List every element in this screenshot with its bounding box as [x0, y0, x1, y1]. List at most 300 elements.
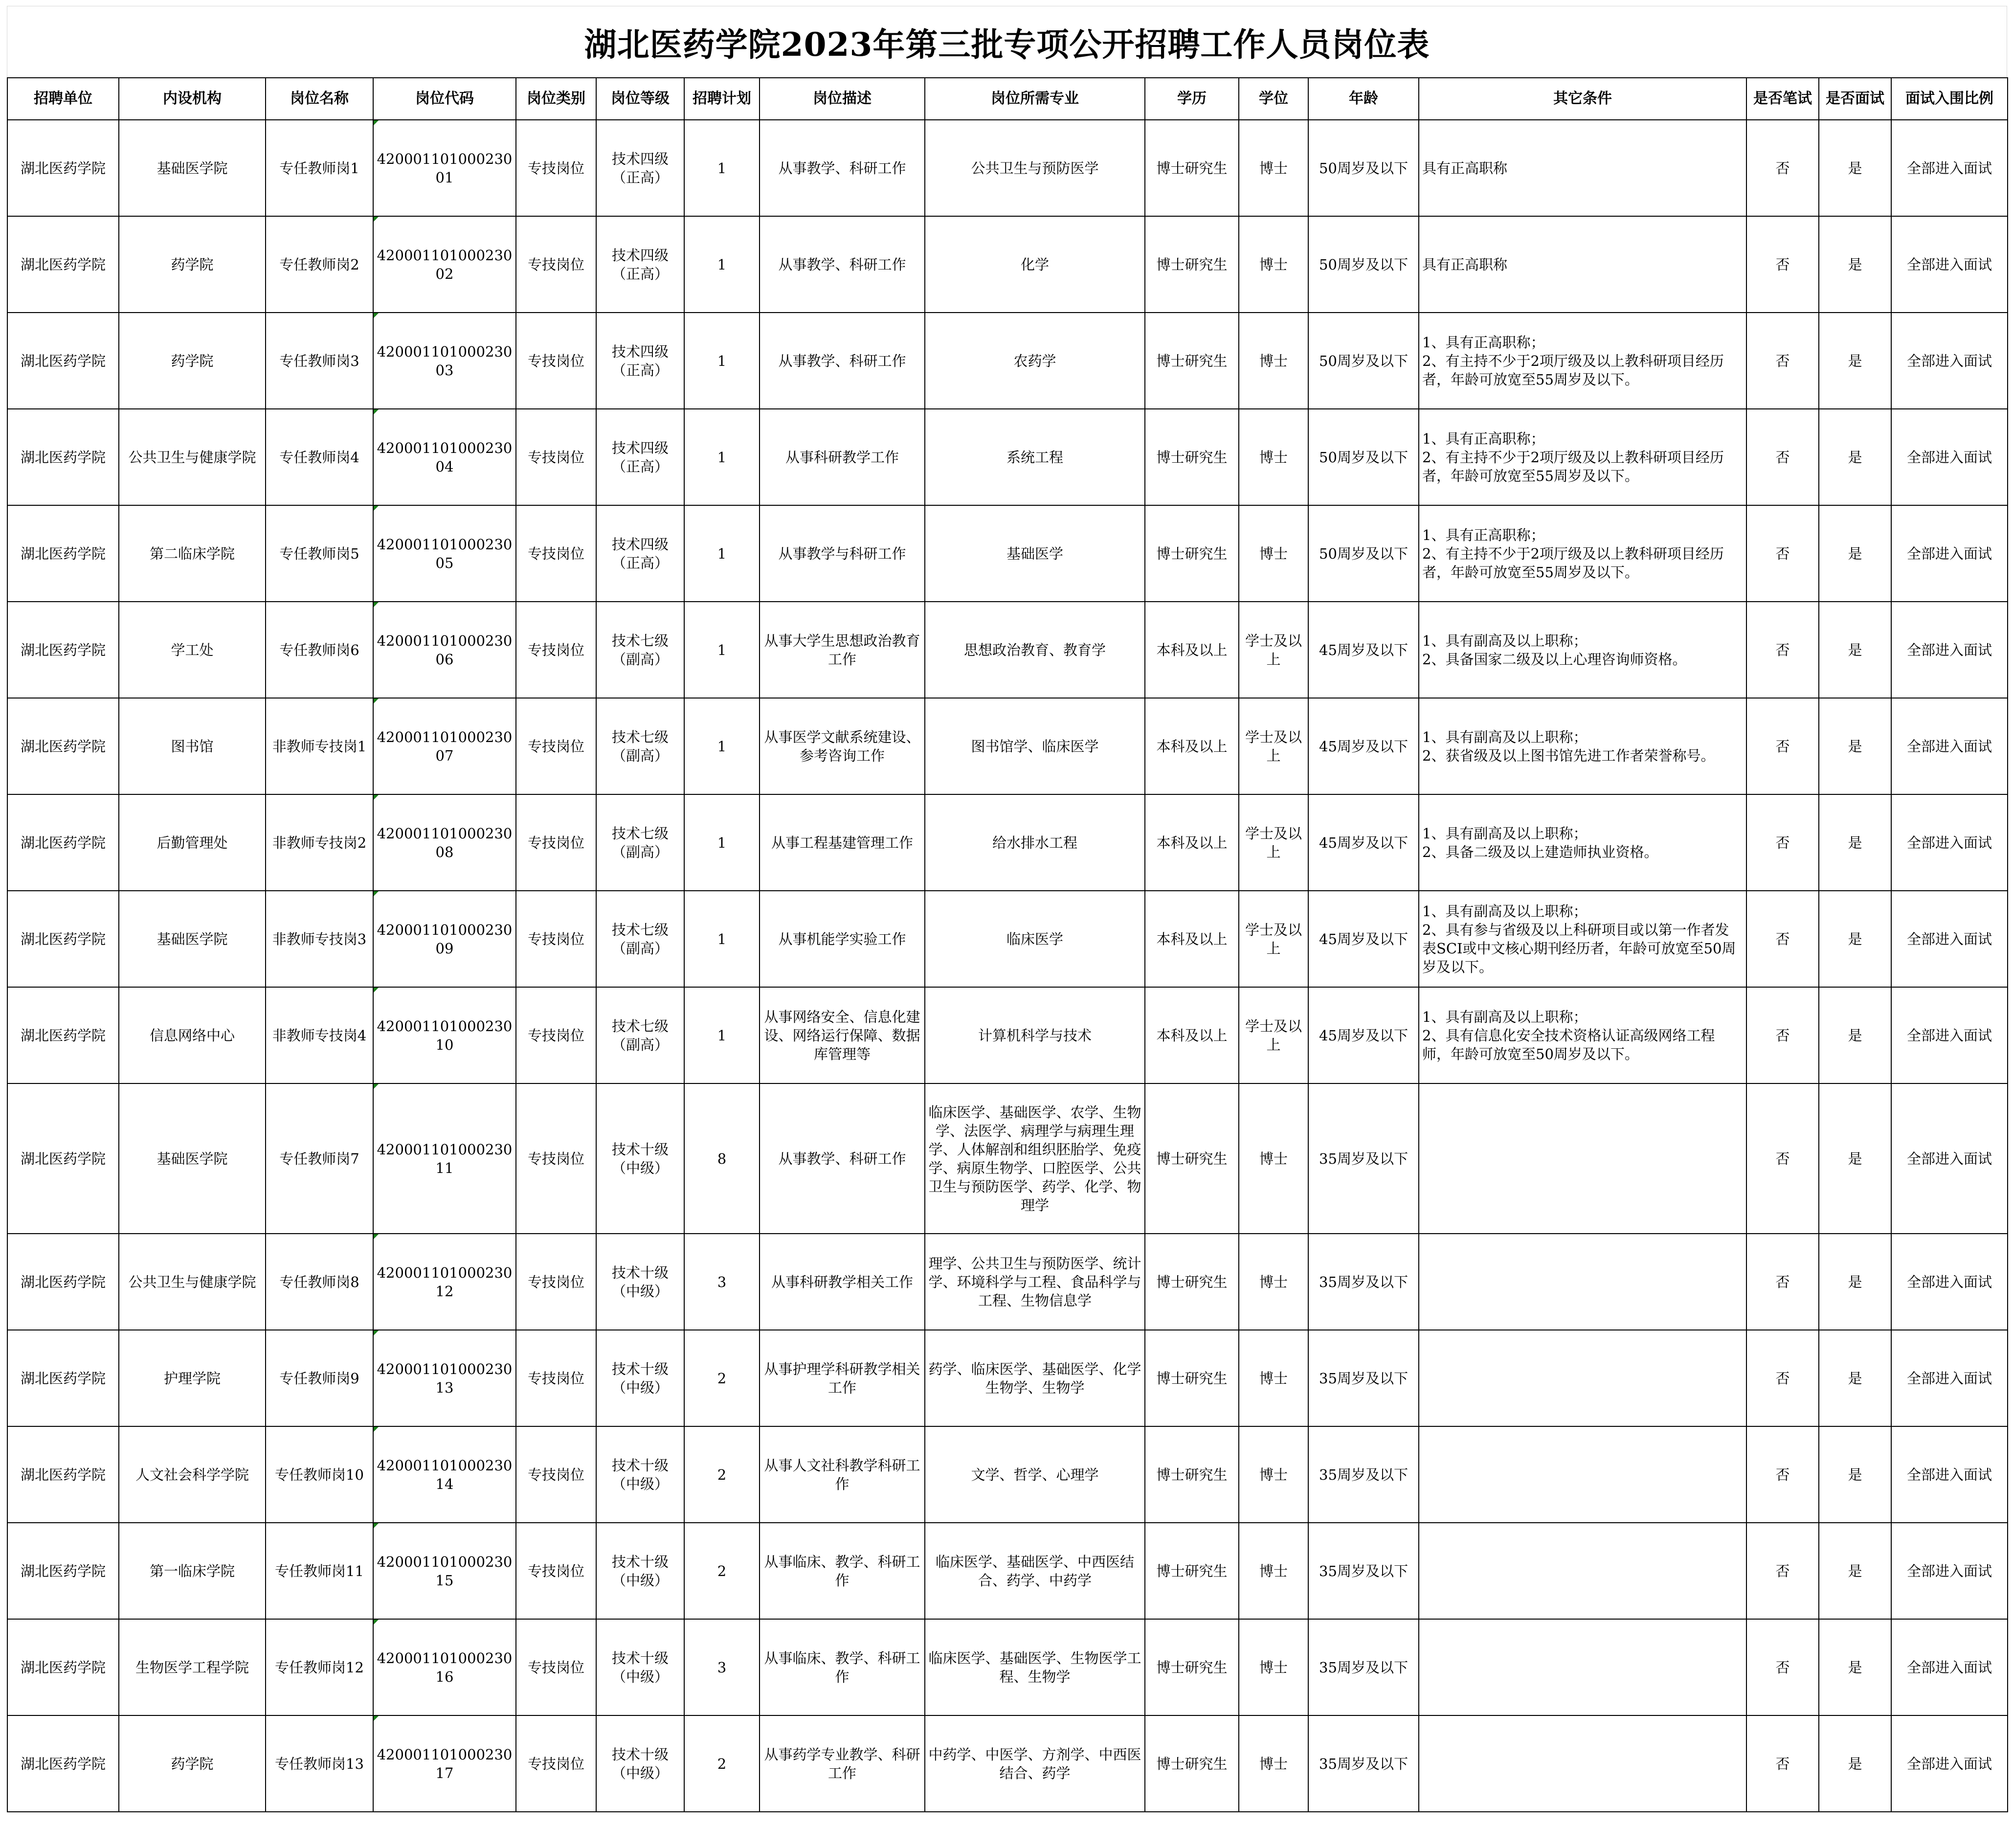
cell-desc: 从事工程基建管理工作 [760, 794, 925, 891]
cell-education: 博士研究生 [1145, 1523, 1239, 1619]
cell-code: 42000110100023010 [373, 987, 516, 1083]
cell-other: 1、具有副高及以上职称； 2、具备二级及以上建造师执业资格。 [1419, 794, 1746, 891]
cell-age: 35周岁及以下 [1308, 1523, 1419, 1619]
cell-unit: 湖北医药学院 [7, 1715, 119, 1812]
cell-interview: 是 [1819, 1715, 1891, 1812]
cell-degree: 学士及以上 [1239, 602, 1308, 698]
cell-education: 博士研究生 [1145, 1330, 1239, 1426]
cell-ratio: 全部进入面试 [1891, 1234, 2008, 1330]
cell-desc: 从事科研教学工作 [760, 409, 925, 505]
cell-code: 42000110100023001 [373, 120, 516, 216]
cell-desc: 从事临床、教学、科研工作 [760, 1523, 925, 1619]
cell-dept: 图书馆 [119, 698, 266, 794]
cell-degree: 学士及以上 [1239, 794, 1308, 891]
cell-unit: 湖北医药学院 [7, 216, 119, 313]
cell-code: 42000110100023015 [373, 1523, 516, 1619]
cell-plan: 1 [684, 794, 760, 891]
cell-code: 42000110100023012 [373, 1234, 516, 1330]
cell-unit: 湖北医药学院 [7, 1234, 119, 1330]
cell-interview: 是 [1819, 1083, 1891, 1234]
cell-interview: 是 [1819, 216, 1891, 313]
cell-major: 文学、哲学、心理学 [925, 1426, 1145, 1523]
cell-plan: 1 [684, 698, 760, 794]
cell-written: 否 [1746, 409, 1819, 505]
cell-category: 专技岗位 [516, 1330, 596, 1426]
cell-ratio: 全部进入面试 [1891, 1523, 2008, 1619]
cell-major: 临床医学、基础医学、农学、生物学、法医学、病理学与病理生理学、人体解剖和组织胚胎学、免疫学、病原生物学、口腔医学、公共卫生与预防医学、药学、化学、物理学 [925, 1083, 1145, 1234]
cell-dept: 药学院 [119, 1715, 266, 1812]
cell-written: 否 [1746, 216, 1819, 313]
positions-table [7, 77, 2008, 1812]
cell-interview: 是 [1819, 1426, 1891, 1523]
table-row [7, 987, 2008, 1083]
cell-education: 博士研究生 [1145, 313, 1239, 409]
cell-major: 化学 [925, 216, 1145, 313]
cell-desc: 从事教学、科研工作 [760, 1083, 925, 1234]
cell-plan: 1 [684, 891, 760, 987]
cell-interview: 是 [1819, 409, 1891, 505]
cell-plan: 2 [684, 1330, 760, 1426]
cell-education: 本科及以上 [1145, 987, 1239, 1083]
cell-degree: 学士及以上 [1239, 987, 1308, 1083]
cell-plan: 1 [684, 409, 760, 505]
cell-dept: 公共卫生与健康学院 [119, 409, 266, 505]
table-row [7, 505, 2008, 602]
cell-code: 42000110100023006 [373, 602, 516, 698]
cell-level: 技术十级 （中级） [596, 1715, 684, 1812]
cell-code: 42000110100023005 [373, 505, 516, 602]
cell-post: 专任教师岗2 [266, 216, 373, 313]
cell-plan: 1 [684, 313, 760, 409]
cell-education: 博士研究生 [1145, 1083, 1239, 1234]
cell-desc: 从事网络安全、信息化建设、网络运行保障、数据库管理等 [760, 987, 925, 1083]
cell-education: 博士研究生 [1145, 1234, 1239, 1330]
cell-education: 本科及以上 [1145, 794, 1239, 891]
cell-post: 专任教师岗11 [266, 1523, 373, 1619]
col-header-code: 岗位代码 [373, 78, 516, 120]
cell-code: 42000110100023009 [373, 891, 516, 987]
cell-written: 否 [1746, 794, 1819, 891]
cell-plan: 2 [684, 1426, 760, 1523]
cell-other [1419, 1330, 1746, 1426]
cell-category: 专技岗位 [516, 698, 596, 794]
cell-code: 42000110100023014 [373, 1426, 516, 1523]
cell-post: 专任教师岗5 [266, 505, 373, 602]
cell-other [1419, 1234, 1746, 1330]
cell-dept: 药学院 [119, 313, 266, 409]
cell-category: 专技岗位 [516, 1619, 596, 1715]
cell-age: 35周岁及以下 [1308, 1715, 1419, 1812]
cell-other: 具有正高职称 [1419, 216, 1746, 313]
cell-desc: 从事大学生思想政治教育工作 [760, 602, 925, 698]
cell-interview: 是 [1819, 120, 1891, 216]
cell-dept: 后勤管理处 [119, 794, 266, 891]
table-row [7, 1234, 2008, 1330]
cell-unit: 湖北医药学院 [7, 313, 119, 409]
cell-written: 否 [1746, 120, 1819, 216]
cell-category: 专技岗位 [516, 987, 596, 1083]
cell-level: 技术七级 （副高） [596, 891, 684, 987]
cell-level: 技术四级 （正高） [596, 505, 684, 602]
cell-post: 非教师专技岗3 [266, 891, 373, 987]
col-header-unit: 招聘单位 [7, 78, 119, 120]
table-row [7, 409, 2008, 505]
cell-degree: 学士及以上 [1239, 891, 1308, 987]
cell-age: 45周岁及以下 [1308, 891, 1419, 987]
cell-written: 否 [1746, 1234, 1819, 1330]
cell-ratio: 全部进入面试 [1891, 1330, 2008, 1426]
cell-dept: 护理学院 [119, 1330, 266, 1426]
cell-unit: 湖北医药学院 [7, 698, 119, 794]
cell-degree: 博士 [1239, 313, 1308, 409]
cell-post: 专任教师岗6 [266, 602, 373, 698]
cell-dept: 第一临床学院 [119, 1523, 266, 1619]
cell-unit: 湖北医药学院 [7, 1619, 119, 1715]
col-header-other: 其它条件 [1419, 78, 1746, 120]
cell-plan: 2 [684, 1523, 760, 1619]
cell-ratio: 全部进入面试 [1891, 216, 2008, 313]
cell-plan: 1 [684, 602, 760, 698]
cell-post: 专任教师岗3 [266, 313, 373, 409]
cell-unit: 湖北医药学院 [7, 794, 119, 891]
cell-education: 博士研究生 [1145, 505, 1239, 602]
cell-desc: 从事教学、科研工作 [760, 313, 925, 409]
table-row [7, 1426, 2008, 1523]
cell-other [1419, 1426, 1746, 1523]
cell-major: 图书馆学、临床医学 [925, 698, 1145, 794]
cell-interview: 是 [1819, 1619, 1891, 1715]
cell-post: 专任教师岗13 [266, 1715, 373, 1812]
cell-age: 50周岁及以下 [1308, 505, 1419, 602]
cell-plan: 1 [684, 120, 760, 216]
cell-level: 技术四级 （正高） [596, 120, 684, 216]
cell-other: 1、具有副高及以上职称； 2、具有参与省级及以上科研项目或以第一作者发表SCI或中文核心期刊经历者，年龄可放宽至50周岁及以下。 [1419, 891, 1746, 987]
cell-degree: 博士 [1239, 1083, 1308, 1234]
cell-code: 42000110100023002 [373, 216, 516, 313]
cell-desc: 从事教学、科研工作 [760, 120, 925, 216]
cell-level: 技术十级 （中级） [596, 1523, 684, 1619]
cell-education: 博士研究生 [1145, 216, 1239, 313]
cell-other: 1、具有副高及以上职称； 2、获省级及以上图书馆先进工作者荣誉称号。 [1419, 698, 1746, 794]
cell-code: 42000110100023011 [373, 1083, 516, 1234]
table-row [7, 1330, 2008, 1426]
cell-degree: 博士 [1239, 505, 1308, 602]
col-header-written: 是否笔试 [1746, 78, 1819, 120]
cell-unit: 湖北医药学院 [7, 120, 119, 216]
cell-interview: 是 [1819, 1234, 1891, 1330]
cell-degree: 博士 [1239, 1234, 1308, 1330]
cell-category: 专技岗位 [516, 1234, 596, 1330]
cell-other [1419, 1715, 1746, 1812]
cell-education: 本科及以上 [1145, 602, 1239, 698]
cell-unit: 湖北医药学院 [7, 891, 119, 987]
cell-written: 否 [1746, 1426, 1819, 1523]
cell-other: 1、具有正高职称； 2、有主持不少于2项厅级及以上教科研项目经历者，年龄可放宽至55周岁及以下。 [1419, 409, 1746, 505]
cell-written: 否 [1746, 987, 1819, 1083]
cell-major: 基础医学 [925, 505, 1145, 602]
cell-degree: 博士 [1239, 120, 1308, 216]
cell-age: 50周岁及以下 [1308, 313, 1419, 409]
cell-education: 博士研究生 [1145, 120, 1239, 216]
cell-major: 计算机科学与技术 [925, 987, 1145, 1083]
cell-education: 博士研究生 [1145, 1715, 1239, 1812]
table-row [7, 891, 2008, 987]
cell-ratio: 全部进入面试 [1891, 1619, 2008, 1715]
cell-interview: 是 [1819, 602, 1891, 698]
cell-age: 50周岁及以下 [1308, 120, 1419, 216]
cell-level: 技术十级 （中级） [596, 1426, 684, 1523]
cell-major: 理学、公共卫生与预防医学、统计学、环境科学与工程、食品科学与工程、生物信息学 [925, 1234, 1145, 1330]
cell-dept: 人文社会科学学院 [119, 1426, 266, 1523]
cell-education: 本科及以上 [1145, 891, 1239, 987]
cell-ratio: 全部进入面试 [1891, 1426, 2008, 1523]
cell-written: 否 [1746, 891, 1819, 987]
col-header-plan: 招聘计划 [684, 78, 760, 120]
cell-major: 中药学、中医学、方剂学、中西医结合、药学 [925, 1715, 1145, 1812]
table-row [7, 1083, 2008, 1234]
cell-level: 技术十级 （中级） [596, 1234, 684, 1330]
cell-level: 技术十级 （中级） [596, 1330, 684, 1426]
cell-degree: 博士 [1239, 1330, 1308, 1426]
cell-post: 专任教师岗4 [266, 409, 373, 505]
cell-level: 技术十级 （中级） [596, 1619, 684, 1715]
cell-post: 专任教师岗10 [266, 1426, 373, 1523]
cell-degree: 博士 [1239, 1715, 1308, 1812]
cell-written: 否 [1746, 1619, 1819, 1715]
cell-written: 否 [1746, 1523, 1819, 1619]
cell-code: 42000110100023004 [373, 409, 516, 505]
table-row [7, 698, 2008, 794]
cell-interview: 是 [1819, 1330, 1891, 1426]
col-header-ratio: 面试入围比例 [1891, 78, 2008, 120]
cell-interview: 是 [1819, 698, 1891, 794]
cell-plan: 1 [684, 216, 760, 313]
cell-dept: 学工处 [119, 602, 266, 698]
cell-category: 专技岗位 [516, 505, 596, 602]
cell-major: 临床医学 [925, 891, 1145, 987]
cell-education: 博士研究生 [1145, 1619, 1239, 1715]
cell-age: 45周岁及以下 [1308, 987, 1419, 1083]
cell-age: 50周岁及以下 [1308, 216, 1419, 313]
cell-major: 药学、临床医学、基础医学、化学生物学、生物学 [925, 1330, 1145, 1426]
table-row [7, 602, 2008, 698]
header-row [7, 78, 2008, 120]
col-header-major: 岗位所需专业 [925, 78, 1145, 120]
cell-major: 农药学 [925, 313, 1145, 409]
cell-age: 35周岁及以下 [1308, 1426, 1419, 1523]
cell-education: 博士研究生 [1145, 409, 1239, 505]
cell-ratio: 全部进入面试 [1891, 1083, 2008, 1234]
cell-category: 专技岗位 [516, 891, 596, 987]
cell-ratio: 全部进入面试 [1891, 409, 2008, 505]
cell-category: 专技岗位 [516, 1715, 596, 1812]
cell-dept: 药学院 [119, 216, 266, 313]
cell-unit: 湖北医药学院 [7, 1426, 119, 1523]
cell-level: 技术四级 （正高） [596, 409, 684, 505]
cell-category: 专技岗位 [516, 1523, 596, 1619]
cell-major: 公共卫生与预防医学 [925, 120, 1145, 216]
cell-degree: 博士 [1239, 1523, 1308, 1619]
cell-unit: 湖北医药学院 [7, 409, 119, 505]
cell-written: 否 [1746, 1330, 1819, 1426]
col-header-interview: 是否面试 [1819, 78, 1891, 120]
col-header-education: 学历 [1145, 78, 1239, 120]
col-header-desc: 岗位描述 [760, 78, 925, 120]
cell-age: 45周岁及以下 [1308, 698, 1419, 794]
cell-interview: 是 [1819, 891, 1891, 987]
cell-desc: 从事机能学实验工作 [760, 891, 925, 987]
cell-written: 否 [1746, 1715, 1819, 1812]
cell-category: 专技岗位 [516, 602, 596, 698]
cell-age: 35周岁及以下 [1308, 1234, 1419, 1330]
table-row [7, 120, 2008, 216]
recruitment-sheet [7, 6, 2007, 1843]
cell-category: 专技岗位 [516, 120, 596, 216]
cell-dept: 生物医学工程学院 [119, 1619, 266, 1715]
cell-written: 否 [1746, 1083, 1819, 1234]
cell-other: 具有正高职称 [1419, 120, 1746, 216]
cell-education: 本科及以上 [1145, 698, 1239, 794]
cell-desc: 从事药学专业教学、科研工作 [760, 1715, 925, 1812]
cell-ratio: 全部进入面试 [1891, 794, 2008, 891]
cell-dept: 公共卫生与健康学院 [119, 1234, 266, 1330]
cell-interview: 是 [1819, 987, 1891, 1083]
cell-desc: 从事护理学科研教学相关工作 [760, 1330, 925, 1426]
cell-category: 专技岗位 [516, 1083, 596, 1234]
cell-degree: 博士 [1239, 1426, 1308, 1523]
cell-dept: 基础医学院 [119, 120, 266, 216]
cell-age: 45周岁及以下 [1308, 794, 1419, 891]
table-row [7, 1523, 2008, 1619]
cell-unit: 湖北医药学院 [7, 1330, 119, 1426]
cell-level: 技术四级 （正高） [596, 313, 684, 409]
table-row [7, 1715, 2008, 1812]
page-title: 湖北医药学院2023年第三批专项公开招聘工作人员岗位表 [7, 6, 2007, 77]
cell-post: 非教师专技岗1 [266, 698, 373, 794]
cell-ratio: 全部进入面试 [1891, 120, 2008, 216]
cell-degree: 博士 [1239, 409, 1308, 505]
cell-desc: 从事临床、教学、科研工作 [760, 1619, 925, 1715]
cell-post: 非教师专技岗2 [266, 794, 373, 891]
cell-plan: 8 [684, 1083, 760, 1234]
cell-education: 博士研究生 [1145, 1426, 1239, 1523]
cell-category: 专技岗位 [516, 794, 596, 891]
cell-plan: 2 [684, 1715, 760, 1812]
col-header-post: 岗位名称 [266, 78, 373, 120]
cell-unit: 湖北医药学院 [7, 1523, 119, 1619]
table-row [7, 794, 2008, 891]
cell-plan: 1 [684, 505, 760, 602]
cell-unit: 湖北医药学院 [7, 602, 119, 698]
cell-interview: 是 [1819, 313, 1891, 409]
cell-post: 专任教师岗7 [266, 1083, 373, 1234]
cell-age: 45周岁及以下 [1308, 602, 1419, 698]
cell-level: 技术七级 （副高） [596, 794, 684, 891]
cell-desc: 从事人文社科教学科研工作 [760, 1426, 925, 1523]
cell-desc: 从事医学文献系统建设、参考咨询工作 [760, 698, 925, 794]
cell-post: 非教师专技岗4 [266, 987, 373, 1083]
cell-degree: 博士 [1239, 216, 1308, 313]
cell-degree: 博士 [1239, 1619, 1308, 1715]
cell-dept: 信息网络中心 [119, 987, 266, 1083]
cell-major: 给水排水工程 [925, 794, 1145, 891]
cell-major: 系统工程 [925, 409, 1145, 505]
table-row [7, 216, 2008, 313]
cell-interview: 是 [1819, 1523, 1891, 1619]
cell-written: 否 [1746, 505, 1819, 602]
cell-age: 35周岁及以下 [1308, 1083, 1419, 1234]
col-header-category: 岗位类别 [516, 78, 596, 120]
cell-category: 专技岗位 [516, 313, 596, 409]
cell-code: 42000110100023017 [373, 1715, 516, 1812]
cell-other: 1、具有副高及以上职称； 2、具有信息化安全技术资格认证高级网络工程师，年龄可放宽至50周岁及以下。 [1419, 987, 1746, 1083]
cell-other: 1、具有正高职称； 2、有主持不少于2项厅级及以上教科研项目经历者，年龄可放宽至55周岁及以下。 [1419, 313, 1746, 409]
cell-other [1419, 1523, 1746, 1619]
cell-ratio: 全部进入面试 [1891, 987, 2008, 1083]
cell-desc: 从事教学、科研工作 [760, 216, 925, 313]
cell-ratio: 全部进入面试 [1891, 1715, 2008, 1812]
cell-desc: 从事教学与科研工作 [760, 505, 925, 602]
cell-plan: 3 [684, 1619, 760, 1715]
cell-plan: 1 [684, 987, 760, 1083]
cell-written: 否 [1746, 698, 1819, 794]
cell-code: 42000110100023003 [373, 313, 516, 409]
cell-code: 42000110100023008 [373, 794, 516, 891]
col-header-level: 岗位等级 [596, 78, 684, 120]
cell-degree: 学士及以上 [1239, 698, 1308, 794]
cell-level: 技术十级 （中级） [596, 1083, 684, 1234]
cell-unit: 湖北医药学院 [7, 505, 119, 602]
cell-written: 否 [1746, 602, 1819, 698]
table-row [7, 313, 2008, 409]
cell-dept: 基础医学院 [119, 891, 266, 987]
cell-other [1419, 1083, 1746, 1234]
cell-dept: 基础医学院 [119, 1083, 266, 1234]
cell-category: 专技岗位 [516, 1426, 596, 1523]
col-header-dept: 内设机构 [119, 78, 266, 120]
cell-interview: 是 [1819, 794, 1891, 891]
cell-level: 技术七级 （副高） [596, 987, 684, 1083]
cell-category: 专技岗位 [516, 216, 596, 313]
cell-code: 42000110100023007 [373, 698, 516, 794]
cell-interview: 是 [1819, 505, 1891, 602]
cell-other: 1、具有副高及以上职称； 2、具备国家二级及以上心理咨询师资格。 [1419, 602, 1746, 698]
cell-major: 思想政治教育、教育学 [925, 602, 1145, 698]
cell-unit: 湖北医药学院 [7, 987, 119, 1083]
col-header-age: 年龄 [1308, 78, 1419, 120]
col-header-degree: 学位 [1239, 78, 1308, 120]
table-row [7, 1619, 2008, 1715]
cell-dept: 第二临床学院 [119, 505, 266, 602]
cell-ratio: 全部进入面试 [1891, 313, 2008, 409]
cell-other [1419, 1619, 1746, 1715]
cell-post: 专任教师岗8 [266, 1234, 373, 1330]
cell-desc: 从事科研教学相关工作 [760, 1234, 925, 1330]
cell-post: 专任教师岗12 [266, 1619, 373, 1715]
cell-ratio: 全部进入面试 [1891, 602, 2008, 698]
cell-post: 专任教师岗9 [266, 1330, 373, 1426]
cell-unit: 湖北医药学院 [7, 1083, 119, 1234]
cell-level: 技术七级 （副高） [596, 698, 684, 794]
cell-major: 临床医学、基础医学、中西医结合、药学、中药学 [925, 1523, 1145, 1619]
cell-other: 1、具有正高职称； 2、有主持不少于2项厅级及以上教科研项目经历者，年龄可放宽至55周岁及以下。 [1419, 505, 1746, 602]
cell-level: 技术四级 （正高） [596, 216, 684, 313]
cell-ratio: 全部进入面试 [1891, 891, 2008, 987]
table-body [7, 120, 2008, 1812]
cell-ratio: 全部进入面试 [1891, 505, 2008, 602]
cell-code: 42000110100023013 [373, 1330, 516, 1426]
cell-category: 专技岗位 [516, 409, 596, 505]
